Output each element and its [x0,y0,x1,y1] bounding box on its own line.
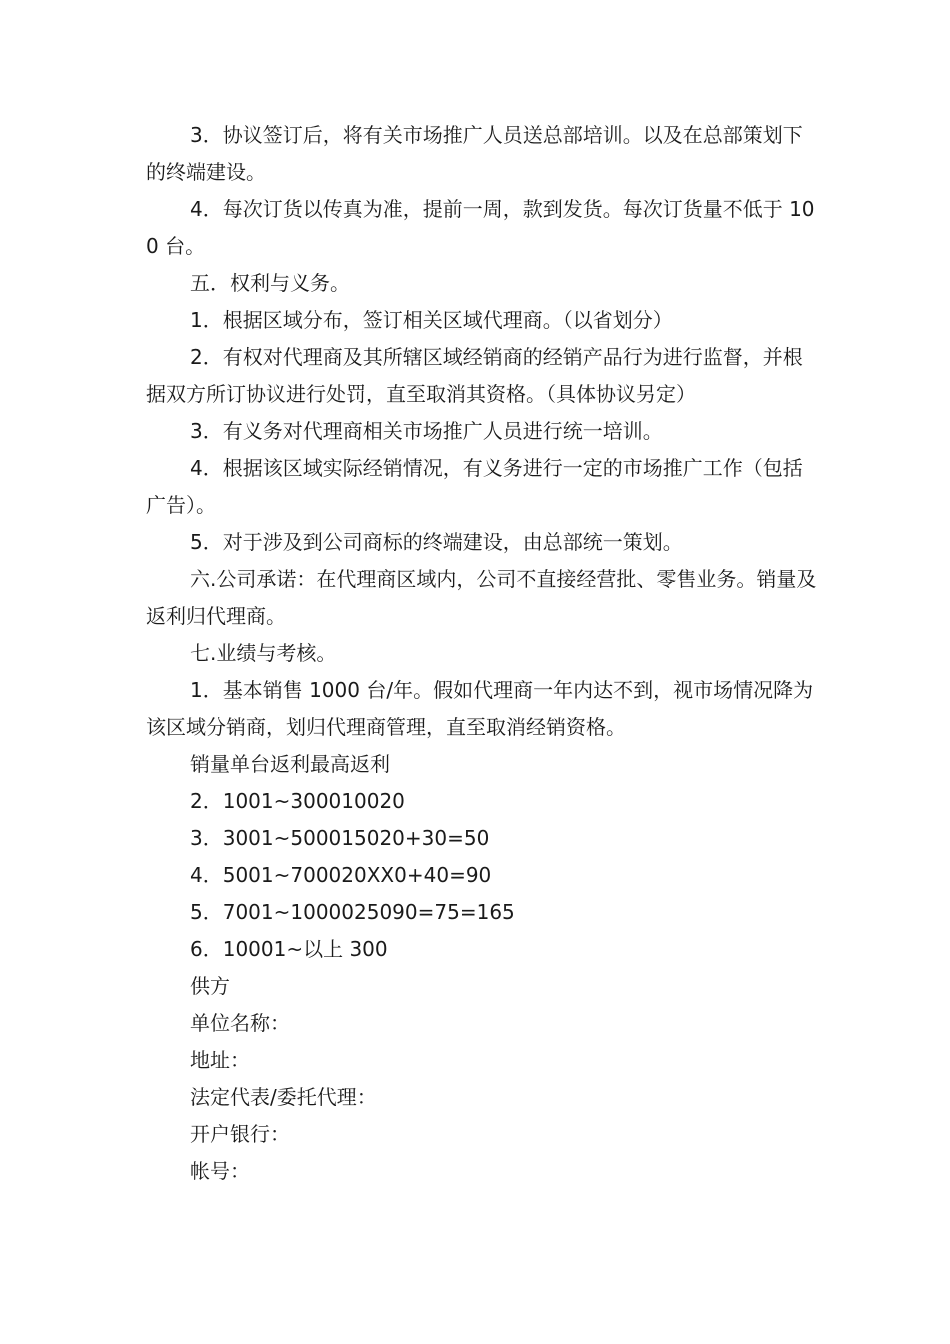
rebate-row-2: 2．1001~300010020 [190,789,405,813]
section-6-commitment: 六.公司承诺：在代理商区域内，公司不直接经营批、零售业务。销量及返利归代理商。 [146,567,817,628]
section-5-heading: 五．权利与义务。 [190,271,350,295]
rebate-row-3: 3．3001~500015020+30=50 [190,826,490,850]
performance-clause-1: 1．基本销售 1000 台/年。假如代理商一年内达不到，视市场情况降为该区域分销商，划归代理商管理，直至取消经销资格。 [146,678,814,739]
supplier-label: 供方 [190,974,230,998]
section-7-heading: 七.业绩与考核。 [190,641,337,665]
rights-clause-4: 4．根据该区域实际经销情况，有义务进行一定的市场推广工作（包括广告）。 [146,456,803,517]
rebate-table-header: 销量单台返利最高返利 [190,752,390,776]
clause-4-ordering: 4．每次订货以传真为准，提前一周，款到发货。每次订货量不低于 100 台。 [146,197,815,258]
rights-clause-2: 2．有权对代理商及其所辖区域经销商的经销产品行为进行监督，并根据双方所订协议进行处罚，直至取消其资格。（具体协议另定） [146,345,803,406]
clause-3-training: 3．协议签订后，将有关市场推广人员送总部培训。以及在总部策划下的终端建设。 [146,123,803,184]
rights-clause-5: 5．对于涉及到公司商标的终端建设，由总部统一策划。 [190,530,683,554]
document-page [146,117,822,1190]
rebate-row-4: 4．5001~700020XX0+40=90 [190,863,492,887]
legal-representative-field: 法定代表/委托代理： [190,1085,377,1109]
rebate-row-6: 6．10001~以上 300 [190,937,388,961]
rights-clause-3: 3．有义务对代理商相关市场推广人员进行统一培训。 [190,419,663,443]
rebate-row-5: 5．7001~1000025090=75=165 [190,900,515,924]
company-name-field: 单位名称： [190,1011,290,1035]
rights-clause-1: 1．根据区域分布，签订相关区域代理商。（以省划分） [190,308,673,332]
address-field: 地址： [190,1048,250,1072]
bank-field: 开户银行： [190,1122,290,1146]
account-number-field: 帐号： [190,1159,250,1183]
